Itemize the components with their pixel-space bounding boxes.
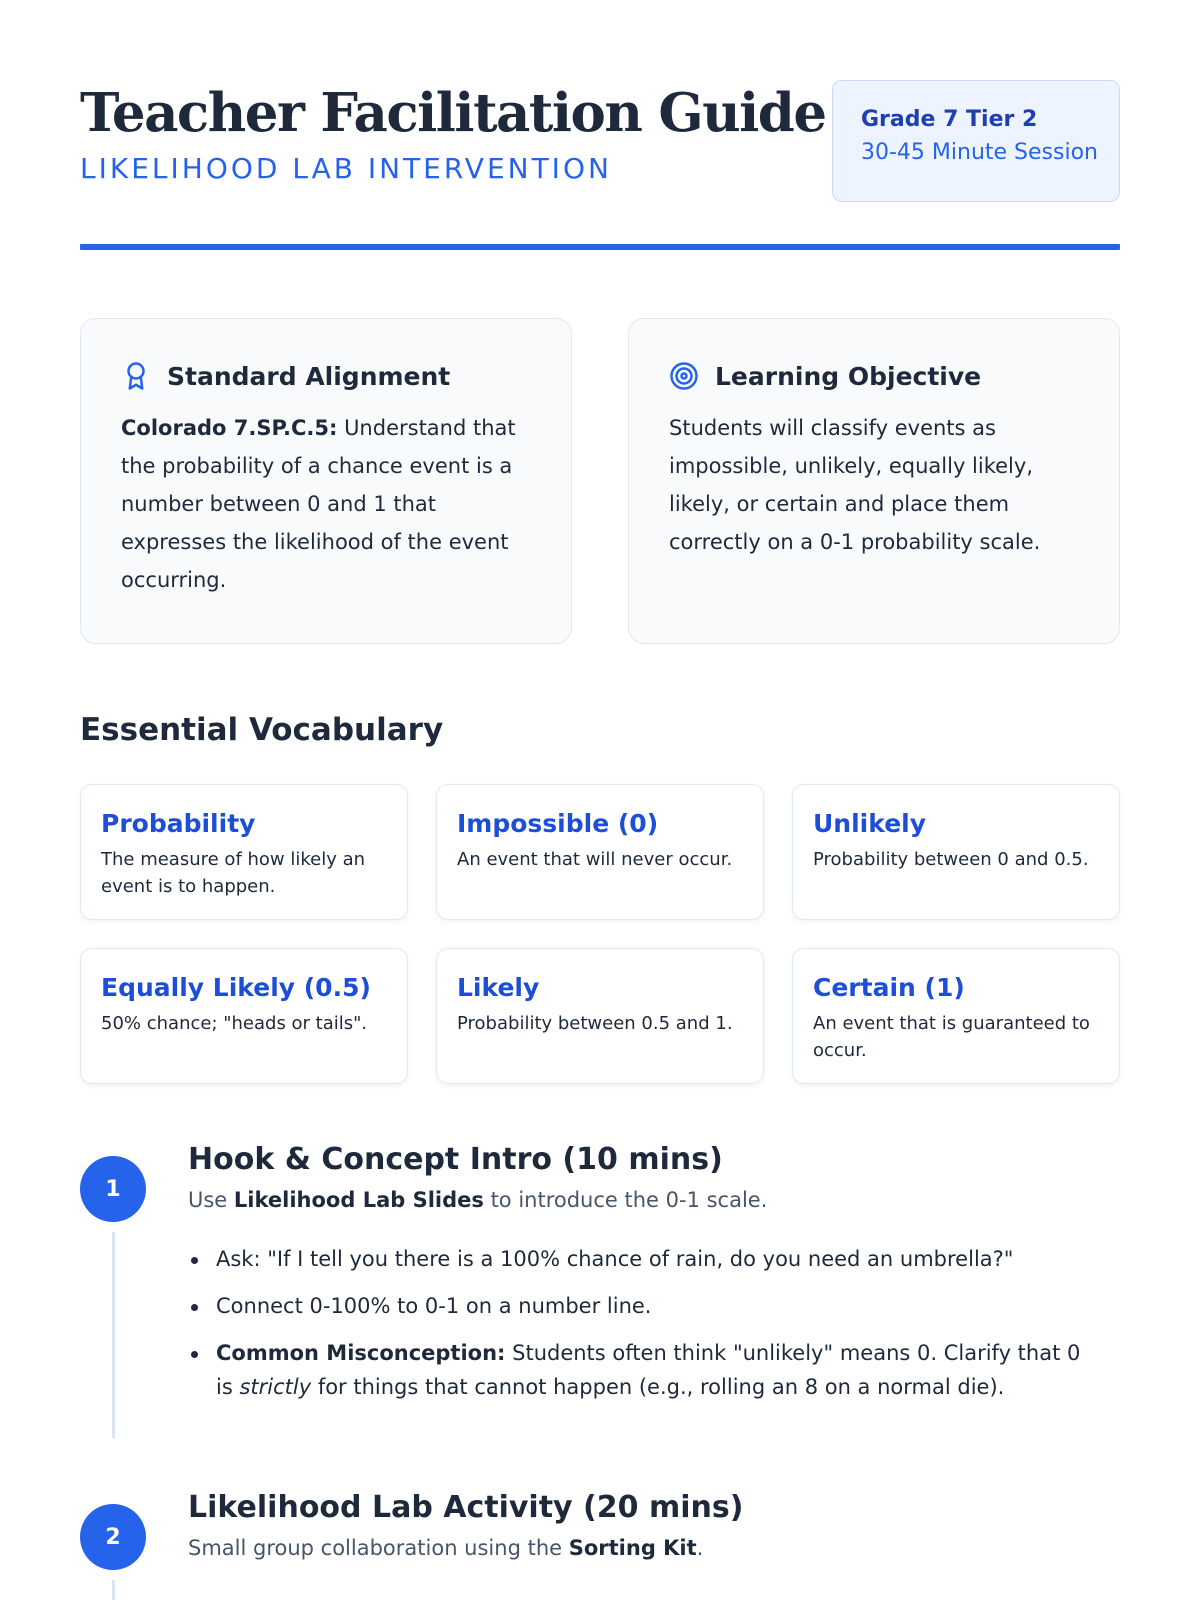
grade-tier-label: Grade 7 Tier 2 <box>861 107 1038 132</box>
vocab-definition: The measure of how likely an event is to happen. <box>101 849 366 897</box>
vocab-term: Unlikely <box>813 809 927 838</box>
list-item: Connect 0-100% to 0-1 on a number line. <box>188 1289 1098 1323</box>
vocab-card-probability <box>80 784 408 920</box>
standard-alignment-card <box>80 318 572 644</box>
step-number-badge: 2 <box>80 1504 146 1570</box>
page-title: Teacher Facilitation Guide <box>80 82 826 144</box>
vocab-term: Likely <box>457 973 540 1002</box>
vocab-term: Impossible (0) <box>457 809 659 838</box>
vocab-card-certain <box>792 948 1120 1084</box>
vocab-definition: An event that is guaranteed to occur. <box>813 1013 1090 1061</box>
award-ribbon-icon <box>121 361 151 391</box>
standard-code: Colorado 7.SP.C.5: <box>121 416 338 440</box>
target-icon <box>669 361 699 391</box>
vocab-term: Equally Likely (0.5) <box>101 973 371 1002</box>
header-divider <box>80 244 1120 250</box>
step-title: Likelihood Lab Activity (20 mins) <box>188 1490 744 1525</box>
vocabulary-grid <box>80 784 1120 1084</box>
step-connector-line <box>112 1232 115 1438</box>
page-header <box>80 80 1120 250</box>
vocab-card-likely <box>436 948 764 1084</box>
vocab-definition: 50% chance; "heads or tails". <box>101 1013 368 1034</box>
step-title: Hook & Concept Intro (10 mins) <box>188 1142 723 1177</box>
step-subtitle: Small group collaboration using the Sorting Kit. <box>188 1536 704 1560</box>
learning-objective-title: Learning Objective <box>715 361 982 391</box>
learning-objective-card <box>628 318 1120 644</box>
step-connector-line <box>112 1580 115 1600</box>
vocab-card-unlikely <box>792 784 1120 920</box>
vocab-definition: Probability between 0 and 0.5. <box>813 849 1089 870</box>
standard-alignment-title: Standard Alignment <box>167 361 451 391</box>
list-item: Common Misconception: Students often think "unlikely" means 0. Clarify that 0 is strictly for things that cannot happen (e.g., rolling an 8 on a normal die). <box>188 1336 1098 1404</box>
page-subtitle: LIKELIHOOD LAB INTERVENTION <box>80 152 612 185</box>
session-length-label: 30-45 Minute Session <box>861 140 1098 165</box>
standard-alignment-text <box>121 409 531 599</box>
vocab-card-impossible <box>436 784 764 920</box>
vocab-card-equally-likely <box>80 948 408 1084</box>
vocab-definition: Probability between 0.5 and 1. <box>457 1013 733 1034</box>
learning-objective-text: Students will classify events as impossible, unlikely, equally likely, likely, or certain and place them correctly on a 0-1 probability scale. <box>669 416 1041 554</box>
vocab-term: Certain (1) <box>813 973 965 1002</box>
step-subtitle: Use Likelihood Lab Slides to introduce the 0-1 scale. <box>188 1188 768 1212</box>
standard-description: Understand that the probability of a chance event is a number between 0 and 1 that expresses the likelihood of the event occurring. <box>121 416 516 592</box>
step-bullet-list <box>188 1242 1098 1417</box>
list-item: Ask: "If I tell you there is a 100% chance of rain, do you need an umbrella?" <box>188 1242 1098 1276</box>
session-info-box <box>832 80 1120 202</box>
vocab-term: Probability <box>101 809 256 838</box>
vocab-definition: An event that will never occur. <box>457 849 733 870</box>
step-number-badge: 1 <box>80 1156 146 1222</box>
vocabulary-heading: Essential Vocabulary <box>80 712 444 748</box>
